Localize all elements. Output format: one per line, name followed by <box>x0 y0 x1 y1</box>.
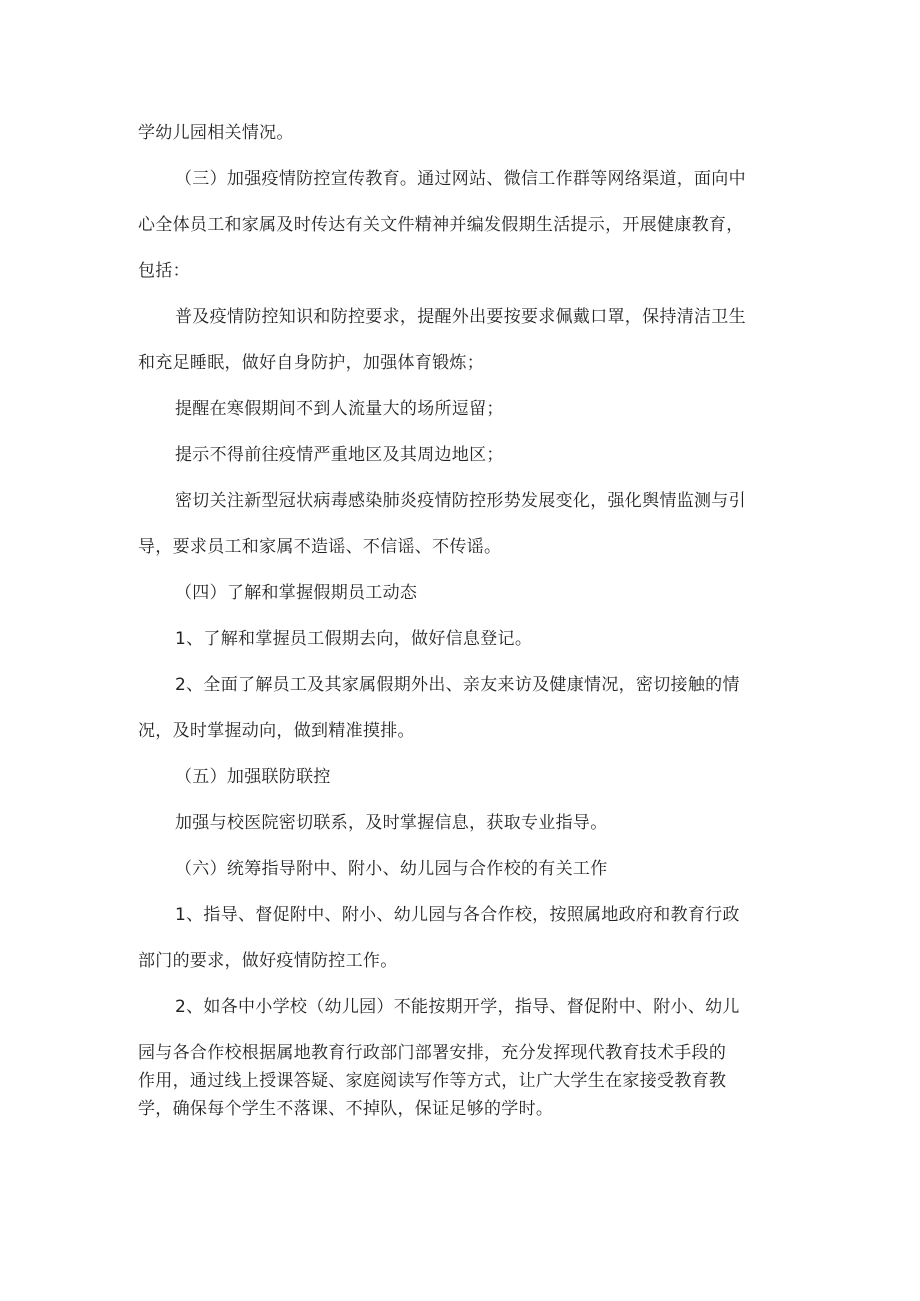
paragraph-line: 园与各合作校根据属地教育行政部门部署安排，充分发挥现代教育技术手段的 <box>138 1043 727 1063</box>
paragraph-line: 密切关注新型冠状病毒感染肺炎疫情防控形势发展变化，强化舆情监测与引 <box>175 491 746 511</box>
paragraph-line: 学，确保每个学生不落课、不掉队，保证足够的学时。 <box>138 1099 554 1119</box>
section-heading: （四）了解和掌握假期员工动态 <box>175 583 418 603</box>
paragraph-line: 1、指导、督促附中、附小、幼儿园与各合作校，按照属地政府和教育行政 <box>175 905 740 925</box>
section-heading: （三）加强疫情防控宣传教育。通过网站、微信工作群等网络渠道，面向中 <box>175 169 746 189</box>
paragraph-line: 学幼儿园相关情况。 <box>138 123 294 143</box>
section-heading: （六）统筹指导附中、附小、幼儿园与合作校的有关工作 <box>175 859 608 879</box>
section-heading: （五）加强联防联控 <box>175 767 331 787</box>
paragraph-line: 2、如各中小学校（幼儿园）不能按期开学，指导、督促附中、附小、幼儿 <box>175 997 740 1017</box>
paragraph-line: 和充足睡眠，做好自身防护，加强体育锻炼； <box>138 353 484 373</box>
paragraph-line: 导，要求员工和家属不造谣、不信谣、不传谣。 <box>138 537 502 557</box>
paragraph-line: 包括： <box>138 261 190 281</box>
paragraph-line: 加强与校医院密切联系，及时掌握信息，获取专业指导。 <box>175 813 608 833</box>
paragraph-line: 提示不得前往疫情严重地区及其周边地区； <box>175 445 504 465</box>
paragraph-line: 1、了解和掌握员工假期去向，做好信息登记。 <box>175 629 533 649</box>
paragraph-line: 况，及时掌握动向，做到精准摸排。 <box>138 721 415 741</box>
paragraph-line: 提醒在寒假期间不到人流量大的场所逗留； <box>175 399 504 419</box>
paragraph-line: 部门的要求，做好疫情防控工作。 <box>138 951 398 971</box>
paragraph-line: 作用，通过线上授课答疑、家庭阅读写作等方式，让广大学生在家接受教育教 <box>138 1071 727 1091</box>
paragraph-line: 心全体员工和家属及时传达有关文件精神并编发假期生活提示，开展健康教育， <box>138 215 744 235</box>
paragraph-line: 2、全面了解员工及其家属假期外出、亲友来访及健康情况，密切接触的情 <box>175 675 740 695</box>
paragraph-line: 普及疫情防控知识和防控要求，提醒外出要按要求佩戴口罩，保持清洁卫生 <box>175 307 746 327</box>
